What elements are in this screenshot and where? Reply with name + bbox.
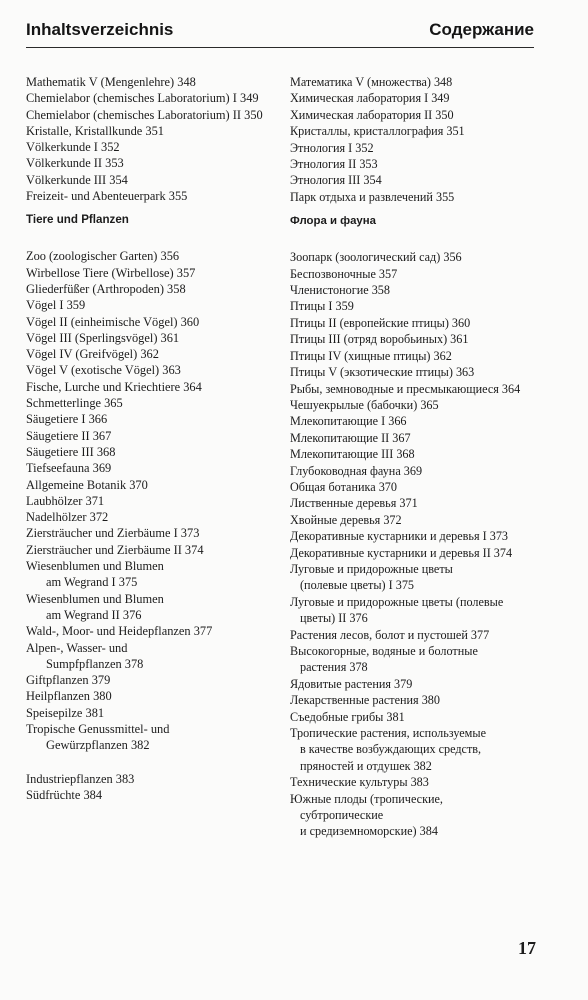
toc-entry: Vögel IV (Greifvögel) 362 [26, 347, 159, 362]
toc-entry: Этнология III 354 [290, 173, 382, 188]
toc-entry: Луговые и придорожные цветы (полевые цветы) II 376 [290, 594, 504, 626]
german-entries-group-3 [26, 771, 278, 804]
russian-section-title: Флора и фауна [290, 215, 376, 228]
toc-entry: Zoo (zoologischer Garten) 356 [26, 249, 180, 264]
toc-entry: Птицы III (отряд воробьиных) 361 [290, 332, 469, 347]
toc-entry: Allgemeine Botanik 370 [26, 477, 148, 492]
toc-entry: Птицы IV (хищные птицы) 362 [290, 348, 452, 363]
toc-entry: Heilpflanzen 380 [26, 689, 112, 704]
toc-entry: Mathematik V (Mengenlehre) 348 [26, 75, 196, 89]
toc-entry: Industriepflanzen 383 [26, 771, 135, 786]
toc-entry: Laubhölzer 371 [26, 493, 105, 508]
toc-entry: Кристаллы, кристаллография 351 [290, 124, 465, 139]
toc-entry: Зоопарк (зоологический сад) 356 [290, 250, 462, 265]
russian-entries-group-2 [290, 249, 538, 840]
toc-entry: Технические культуры 383 [290, 775, 429, 790]
toc-entry: Völkerkunde I 352 [26, 140, 120, 155]
toc-entry: Луговые и придорожные цветы (полевые цветы) I 375 [290, 561, 453, 593]
toc-entry: Этнология I 352 [290, 140, 374, 155]
toc-entry: Птицы V (экзотические птицы) 363 [290, 365, 475, 380]
toc-entry: Völkerkunde III 354 [26, 172, 128, 187]
running-header [26, 20, 534, 40]
toc-entry: Съедобные грибы 381 [290, 709, 405, 724]
toc-entry: Nadelhölzer 372 [26, 510, 109, 525]
toc-entry: Этнология II 353 [290, 157, 378, 172]
toc-entry: Парк отдыха и развлечений 355 [290, 189, 455, 204]
page-number: 17 [518, 938, 536, 958]
toc-entry: Лекарственные растения 380 [290, 693, 440, 708]
russian-toc-column [290, 74, 538, 840]
toc-entry: Химическая лаборатория I 349 [290, 91, 450, 106]
header-title-german: Inhaltsverzeichnis [26, 20, 174, 39]
toc-entry: Freizeit- und Abenteuerpark 355 [26, 189, 188, 204]
toc-entry: Vögel II (einheimische Vögel) 360 [26, 314, 200, 329]
toc-entry: Тропические растения, используемые в качестве возбуждающих средств, пряностей и отдушек 382 [290, 726, 486, 773]
toc-entry: Декоративные кустарники и деревья II 374 [290, 545, 513, 560]
toc-entry: Декоративные кустарники и деревья I 373 [290, 529, 509, 544]
toc-entry: Математика V (множества) 348 [290, 75, 453, 89]
toc-entry: Химическая лаборатория II 350 [290, 107, 454, 122]
toc-entry: Südfrüchte 384 [26, 787, 103, 802]
toc-entry: Высокогорные, водяные и болотные растения 378 [290, 644, 478, 675]
toc-entry: Wiesenblumen und Blumen am Wegrand I 375 [26, 559, 164, 590]
toc-entry: Vögel I 359 [26, 298, 86, 313]
toc-entry: Vögel III (Sperlingsvögel) 361 [26, 330, 180, 345]
header-title-russian: Содержание [429, 20, 534, 39]
german-entries-group-2 [26, 248, 278, 753]
toc-entry: Giftpflanzen 379 [26, 673, 111, 688]
toc-entry: Глубоководная фауна 369 [290, 463, 423, 478]
toc-entry: Tropische Genussmittel- und Gewürzpflanzen 382 [26, 721, 170, 753]
russian-entries-group-1 [290, 74, 538, 205]
toc-entry: Fische, Lurche und Kriechtiere 364 [26, 379, 202, 394]
toc-entry: Wald-, Moor- und Heidepflanzen 377 [26, 624, 213, 639]
toc-entry: Wiesenblumen und Blumen am Wegrand II 376 [26, 591, 164, 622]
toc-entry: Млекопитающие III 368 [290, 447, 415, 462]
toc-entry: Säugetiere II 367 [26, 428, 112, 443]
toc-entry: Wirbellose Tiere (Wirbellose) 357 [26, 265, 196, 280]
toc-entry: Kristalle, Kristallkunde 351 [26, 123, 164, 138]
toc-entry: Chemielabor (chemisches Laboratorium) I 349 [26, 91, 259, 106]
toc-entry: Völkerkunde II 353 [26, 156, 124, 171]
spacer [26, 754, 278, 771]
toc-entry: Растения лесов, болот и пустошей 377 [290, 627, 490, 642]
german-toc-column [26, 74, 278, 803]
toc-entry: Беспозвоночные 357 [290, 266, 398, 281]
toc-entry: Южные плоды (тропические, субтропические и средиземноморские) 384 [290, 791, 443, 839]
toc-entry: Speisepilze 381 [26, 705, 105, 720]
toc-entry: Рыбы, земноводные и пресмыкающиеся 364 [290, 381, 521, 396]
toc-entry: Tiefseefauna 369 [26, 461, 112, 476]
toc-entry: Млекопитающие II 367 [290, 430, 411, 445]
toc-entry: Säugetiere III 368 [26, 444, 116, 459]
toc-entry: Gliederfüßer (Arthropoden) 358 [26, 281, 186, 296]
toc-entry: Ядовитые растения 379 [290, 676, 413, 691]
toc-entry: Птицы II (европейские птицы) 360 [290, 315, 471, 330]
toc-entry: Schmetterlinge 365 [26, 396, 123, 411]
toc-entry: Ziersträucher und Zierbäume II 374 [26, 542, 204, 557]
toc-entry: Млекопитающие I 366 [290, 414, 407, 429]
toc-entry: Chemielabor (chemisches Laboratorium) II 350 [26, 107, 263, 122]
german-section-title: Tiere und Pflanzen [26, 213, 129, 227]
toc-entry: Säugetiere I 366 [26, 412, 108, 427]
toc-entry: Птицы I 359 [290, 299, 354, 314]
toc-entry: Alpen-, Wasser- und Sumpfpflanzen 378 [26, 640, 144, 671]
toc-entry: Чешуекрылые (бабочки) 365 [290, 397, 439, 412]
toc-entry: Лиственные деревья 371 [290, 496, 418, 511]
header-rule [26, 47, 534, 48]
german-entries-group-1 [26, 74, 278, 204]
toc-entry: Хвойные деревья 372 [290, 512, 402, 527]
toc-entry: Ziersträucher und Zierbäume I 373 [26, 526, 200, 541]
toc-entry: Общая ботаника 370 [290, 479, 397, 494]
toc-entry: Vögel V (exotische Vögel) 363 [26, 363, 181, 378]
toc-entry: Членистоногие 358 [290, 283, 390, 298]
